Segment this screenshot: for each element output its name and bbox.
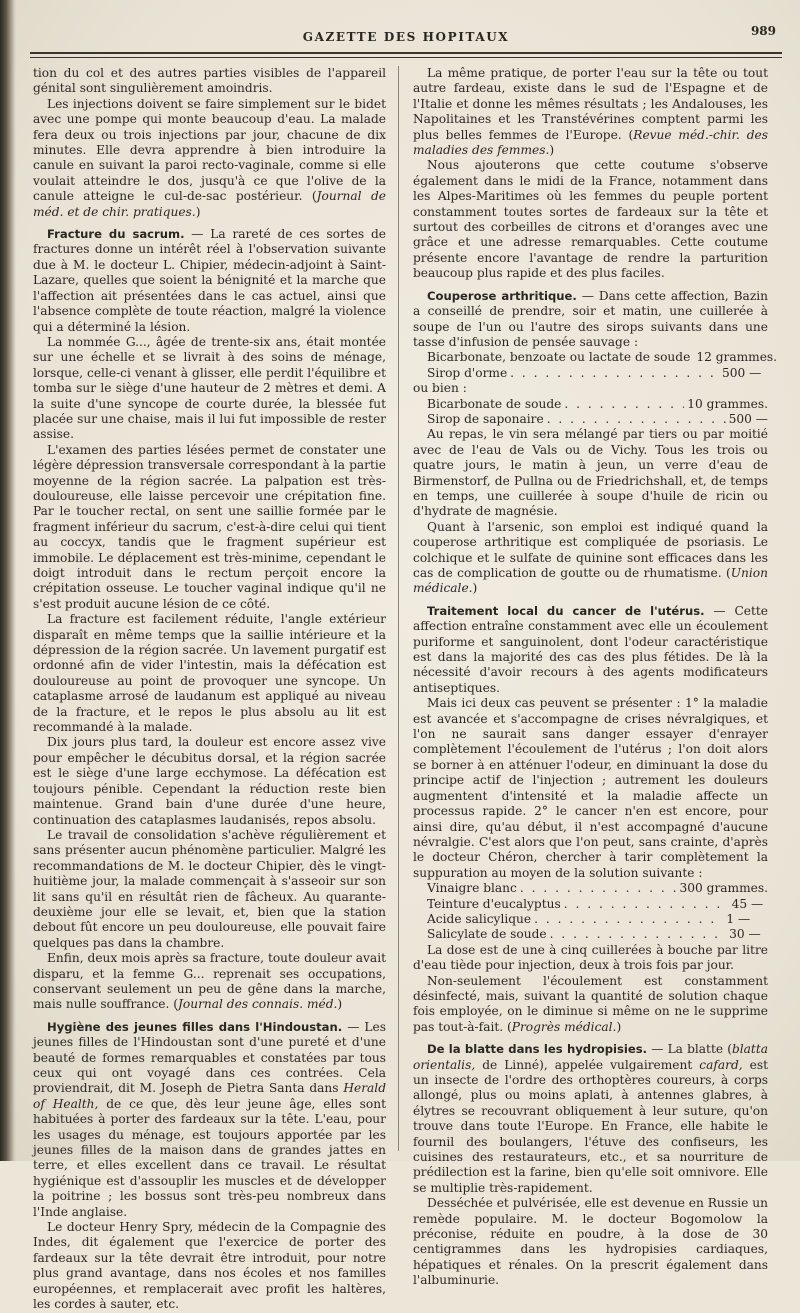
journal-title: GAZETTE DES HOPITAUX xyxy=(302,30,510,44)
paragraph: Nous ajouterons que cette coutume s'observe également dans le midi de la France, notamment dans les Alpes-Maritimes où les femmes du peuple portent constamment toutes sortes de fardeaux sur la tête et surtout des corbeilles de citrons et d'oranges avec une grâce et une adresse remarquables. Cette coutume présente encore l'avantage de rendre la parturition beaucoup plus rapide et des plus faciles. xyxy=(413,158,768,281)
article-cancer-uterus: Traitement local du cancer de l'utérus. — Cette affection entraîne constamment avec elle un écoulement puriforme et sanguinolent, dont l'odeur caractéristique est dans la majorité des cas des plus fétides. De là la nécessité d'avoir recours à des agents modificateurs antiseptiques. xyxy=(413,603,768,695)
paragraph: Non-seulement l'écoulement est constamment désinfecté, mais, suivant la quantité de solution chaque fois employée, on le diminue si même on ne le supprime pas tout-à-fait. (Progrès médical.) xyxy=(413,973,768,1034)
page-number: 989 xyxy=(750,24,776,38)
article-heading: Hygiène des jeunes filles dans l'Hindoustan. xyxy=(47,1019,343,1034)
citation: Revue méd.-chir. des maladies des femmes. xyxy=(413,127,768,158)
citation: Union médicale. xyxy=(413,566,768,596)
paragraph: Enfin, deux mois après sa fracture, toute douleur avait disparu, et la femme G... reprenait ses occupations, conservant seulement un peu de gêne dans la marche, mais nulle souffrance. (Journal des connais. méd.) xyxy=(33,951,386,1012)
formula-row: Acide salicylique . . . 1 — xyxy=(427,912,768,927)
formula-1 xyxy=(427,350,778,381)
article-heading: Fracture du sacrum. xyxy=(47,227,185,242)
paragraph: La nommée G..., âgée de trente-six ans, était montée sur une échelle et se livrait à des soins de ménage, lorsque, celle-ci venant à glisser, elle perdit l'équilibre et tomba sur le siège d'une hauteur de 2 mètres et demi. A la suite d'une syncope de courte durée, la blessée fut placée sur une chaise, mais il lui fut impossible de rester assise. xyxy=(33,334,386,442)
paragraph: Au repas, le vin sera mélangé par tiers ou par moitié avec de l'eau de Vals ou de Vichy. Tous les trois ou quatre jours, le matin à jeun, un verre d'eau de Birmenstorf, de Pullna ou de Friedrichshall, et, de temps en temps, une cuillerée à soupe d'huile de ricin ou d'hydrate de magnésie. xyxy=(413,427,768,519)
paragraph: Dix jours plus tard, la douleur est encore assez vive pour empêcher le décubitus dorsal, et la région sacrée est le siège d'une large ecchymose. La défécation est toujours pénible. Cependant la réduction reste bien maintenue. Grand bain d'une durée d'une heure, continuation des cataplasmes laudanisés, repos absolu. xyxy=(33,735,386,827)
paragraph: La dose est de une à cinq cuillerées à bouche par litre d'eau tiède pour injection, deux à trois fois par jour. xyxy=(413,942,768,973)
paragraph: Quant à l'arsenic, son emploi est indiqué quand la couperose arthritique est compliquée de psoriasis. Le colchique et le sulfate de quinine sont efficaces dans les cas de complication de goutte ou de rhumatisme. (Union médicale.) xyxy=(413,519,768,596)
formula-row: Sirop d'orme . . . 500 — xyxy=(427,366,768,381)
article-hygiene-hindoustan: Hygiène des jeunes filles dans l'Hindoustan. — Les jeunes filles de l'Hindoustan sont d'une pureté et d'une beauté de formes remarquables et constatées par tous ceux qui ont voyagé dans ces contrées. Cela proviendrait, dit M. Joseph de Pietra Santa dans Herald of Health, de ce que, dès leur jeune âge, elles sont habituées à porter des fardeaux sur la tête. L'eau, pour les usages du ménage, est toujours apportée par les jeunes filles de la maison dans de grandes jattes en terre, et elles excellent dans ce travail. Le résultat hygiénique est d'assouplir les muscles et de développer la poitrine ; les bossus sont très-peu nombreux dans l'Inde anglaise. xyxy=(33,1019,386,1219)
citation: Progrès médical. xyxy=(511,1019,617,1034)
paragraph: Mais ici deux cas peuvent se présenter : 1° la maladie est avancée et s'accompagne de crises névralgiques, et l'on ne saurait sans danger essayer d'enrayer complètement l'écoulement de l'utérus ; l'on doit alors se borner à en atténuer l'odeur, en diminuant la dose du principe actif de l'injection ; autrement les douleurs augmentent d'intensité et la maladie affecte un processus rapide. 2° le cancer n'en est encore, pour ainsi dire, qu'au début, il n'est accompagné d'aucune névralgie. C'est alors que l'on peut, sans crainte, d'après le docteur Chéron, chercher à tarir complètement la suppuration au moyen de la solution suivante : xyxy=(413,696,768,880)
article-heading: De la blatte dans les hydropisies. xyxy=(427,1042,648,1057)
paragraph: L'examen des parties lésées permet de constater une légère dépression transversale correspondant à la partie moyenne de la région sacrée. La palpation est très-douloureuse, elle laisse percevoir une crépitation fine. Par le toucher rectal, on sent une saillie formée par le fragment inférieur du sacrum, c'est-à-dire celui qui tient au coccyx, tandis que le fragment supérieur est immobile. Le déplacement est très-minime, cependant le doigt introduit dans le rectum perçoit encore la crépitation osseuse. Le toucher vaginal indique qu'il ne s'est produit aucune lésion de ce côté. xyxy=(33,442,386,611)
citation: Journal des connais. méd. xyxy=(178,997,338,1012)
article-heading: Traitement local du cancer de l'utérus. xyxy=(427,603,705,618)
formula-row: Salicylate de soude . . . 30 — xyxy=(427,927,768,942)
paragraph: La fracture est facilement réduite, l'angle extérieur disparaît en même temps que la saillie intérieure et la dépression de la région sacrée. Un lavement purgatif est ordonné afin de vider l'intestin, mais la défécation est douloureuse au point de provoquer une syncope. Un cataplasme arrosé de laudanum est appliqué au niveau de la fracture, et le repos le plus absolu au lit est recommandé à la malade. xyxy=(33,612,386,735)
formula-row: Teinture d'eucalyptus . . . 45 — xyxy=(427,897,768,912)
article-fracture-du-sacrum: Fracture du sacrum. — La rareté de ces sortes de fractures donne un intérêt réel à l'observation suivante due à M. le docteur L. Chipier, médecin-adjoint à Saint-Lazare, quelles que soient la bénignité et la marche que l'affection ait présentées dans le cas actuel, ainsi que l'absence complète de toute réaction, malgré la violence qui a déterminé la lésion. xyxy=(33,227,386,334)
formula-3 xyxy=(427,881,768,943)
formula-2 xyxy=(427,397,768,428)
left-column xyxy=(33,66,386,1313)
article-heading: Couperose arthritique. xyxy=(427,288,577,303)
paragraph: Le travail de consolidation s'achève régulièrement et sans présenter aucun phénomène particulier. Malgré les recommandations de M. le docteur Chipier, dès le vingt-huitième jour, la malade commençait à s'asseoir sur son lit sans qu'il en résultât rien de fâcheux. Au quarante-deuxième jour elle se levait, et, bien que la station debout fût encore un peu douloureuse, elle pouvait faire quelques pas dans la chambre. xyxy=(33,827,386,950)
right-column xyxy=(413,66,778,1289)
page-header xyxy=(30,24,782,54)
citation: Herald of Health, xyxy=(33,1081,386,1111)
formula-row: Bicarbonate, benzoate ou lactate de soude 12 grammes. xyxy=(427,350,778,365)
citation: Journal de méd. et de chir. pratiques. xyxy=(33,189,386,219)
paragraph: Les injections doivent se faire simplement sur le bidet avec une pompe qui monte beaucoup d'eau. La malade fera deux ou trois injections par jour, chacune de dix minutes. Elle devra apprendre à bien introduire la canule en suivant la paroi recto-vaginale, comme si elle voulait atteindre le dos, jusqu'à ce que l'olive de la canule atteigne le cul-de-sac postérieur. (Journal de méd. et de chir. pratiques.) xyxy=(33,96,386,219)
paragraph: ou bien : xyxy=(413,381,467,396)
article-couperose-arthritique: Couperose arthritique. — Dans cette affection, Bazin a conseillé de prendre, soir et matin, une cuillerée à soupe de l'un ou l'autre des sirops suivants dans une tasse d'infusion de pensée sauvage : xyxy=(413,288,768,349)
page-binding-edge xyxy=(0,0,16,1161)
paragraph: La même pratique, de porter l'eau sur la tête ou tout autre fardeau, existe dans le sud de l'Espagne et de l'Italie et donne les mêmes résultats ; les Andalouses, les Napolitaines et les Transtévérines comptent parmi les plus belles femmes de l'Europe. (Revue méd.-chir. des maladies des femmes.) xyxy=(413,66,768,158)
paragraph: Le docteur Henry Spry, médecin de la Compagnie des Indes, dit également que l'exercice de porter des fardeaux sur la tête devrait être introduit, pour notre plus grand avantage, dans nos écoles et nos familles européennes, et remplacerait avec profit les haltères, les cordes à sauter, etc. xyxy=(33,1220,386,1312)
article-blatte-hydropisies: De la blatte dans les hydropisies. — La blatte (blatta orientalis, de Linné), appelée vulgairement cafard, est un insecte de l'ordre des orthoptères coureurs, à corps allongé, plus ou moins aplati, à antennes glabres, à élytres se recouvrant obliquement à leur suture, qu'on trouve dans toute l'Europe. En France, elle habite le fournil des boulangers, l'étuve des confiseurs, les cuisines des restaurateurs, etc., et sa nourriture de prédilection est la farine, bien qu'elle soit omnivore. Elle se multiplie très-rapidement. xyxy=(413,1042,768,1195)
column-divider xyxy=(398,66,399,1151)
paragraph: Desséchée et pulvérisée, elle est devenue en Russie un remède populaire. M. le docteur Bogomolow la préconise, réduite en poudre, à la dose de 30 centigrammes dans les hydropisies cardiaques, hépatiques et rénales. On la prescrit également dans l'albuminurie. xyxy=(413,1196,768,1288)
formula-row: Sirop de saponaire . . . 500 — xyxy=(427,412,768,427)
formula-row: Bicarbonate de soude . . . 10 grammes. xyxy=(427,397,768,412)
header-rule xyxy=(30,52,782,58)
paragraph: tion du col et des autres parties visibles de l'appareil génital sont singulièrement amoindris. xyxy=(33,66,386,96)
formula-row: Vinaigre blanc . . . 300 grammes. xyxy=(427,881,768,896)
